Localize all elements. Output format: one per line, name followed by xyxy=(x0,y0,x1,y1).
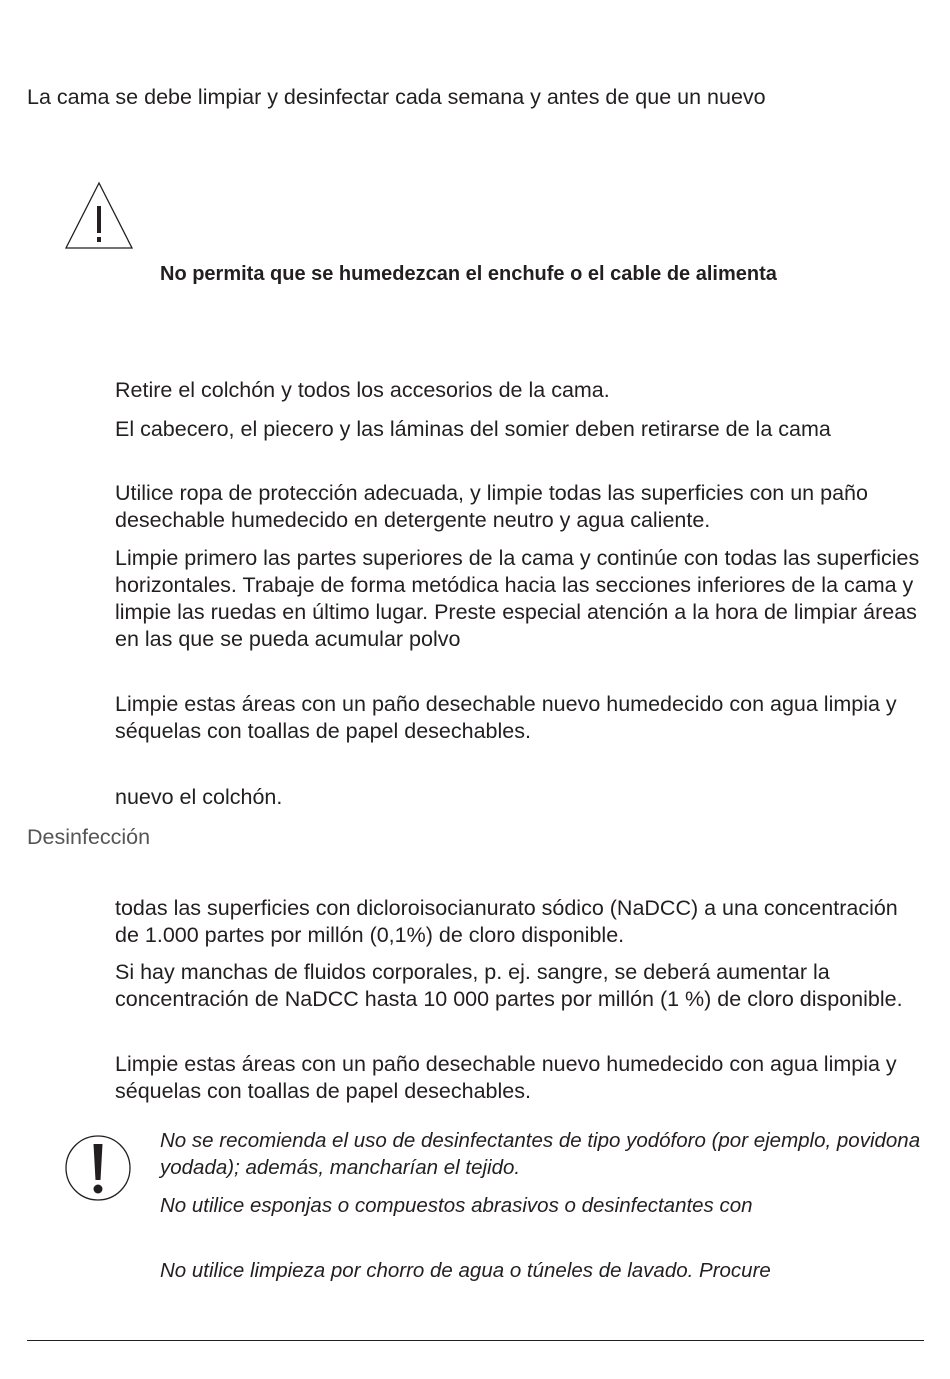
cleaning-step-2: El cabecero, el piecero y las láminas del somier deben retirarse de la cama xyxy=(115,417,831,441)
caution-note-1: No se recomienda el uso de desinfectantes de tipo yodóforo (por ejemplo, povidona yodada); además, mancharían el tejido. xyxy=(160,1129,921,1179)
disinfection-step-2: Si hay manchas de fluidos corporales, p. ej. sangre, se deberá aumentar la concentración de NaDCC hasta 10 000 partes por millón (1 %) de cloro disponible. xyxy=(115,960,903,1011)
cleaning-step-3: Utilice ropa de protección adecuada, y limpie todas las superficies con un paño desechable humedecido en detergente neutro y agua caliente. xyxy=(115,481,868,532)
footer-divider xyxy=(27,1340,924,1341)
disinfection-step-3: Limpie estas áreas con un paño desechable nuevo humedecido con agua limpia y séquelas con toallas de papel desechables. xyxy=(115,1052,897,1103)
disinfection-step-1: todas las superficies con dicloroisocianurato sódico (NaDCC) a una concentración de 1.000 partes por millón (0,1%) de cloro disponible. xyxy=(115,896,898,947)
section-heading-disinfection: Desinfección xyxy=(27,825,151,849)
warning-triangle-icon xyxy=(64,181,134,256)
cleaning-step-4: Limpie primero las partes superiores de la cama y continúe con todas las superficies horizontales. Trabaje de forma metódica hacia las secciones inferiores de la cama y limpie las ruedas en último lugar. Preste especial atención a la hora de limpiar áreas en las que se pueda acumular polvo xyxy=(115,546,920,651)
cleaning-step-1: Retire el colchón y todos los accesorios de la cama. xyxy=(115,378,610,402)
cleaning-step-6: nuevo el colchón. xyxy=(115,785,283,809)
caution-note-3: No utilice limpieza por chorro de agua o túneles de lavado. Procure xyxy=(160,1259,771,1282)
caution-circle-icon xyxy=(64,1134,132,1207)
intro-text: La cama se debe limpiar y desinfectar cada semana y antes de que un nuevo xyxy=(27,85,766,109)
caution-note-2: No utilice esponjas o compuestos abrasivos o desinfectantes con xyxy=(160,1194,753,1217)
cleaning-step-5: Limpie estas áreas con un paño desechable nuevo humedecido con agua limpia y séquelas con toallas de papel desechables. xyxy=(115,692,897,743)
warning-text: No permita que se humedezcan el enchufe o el cable de alimenta xyxy=(160,263,777,285)
